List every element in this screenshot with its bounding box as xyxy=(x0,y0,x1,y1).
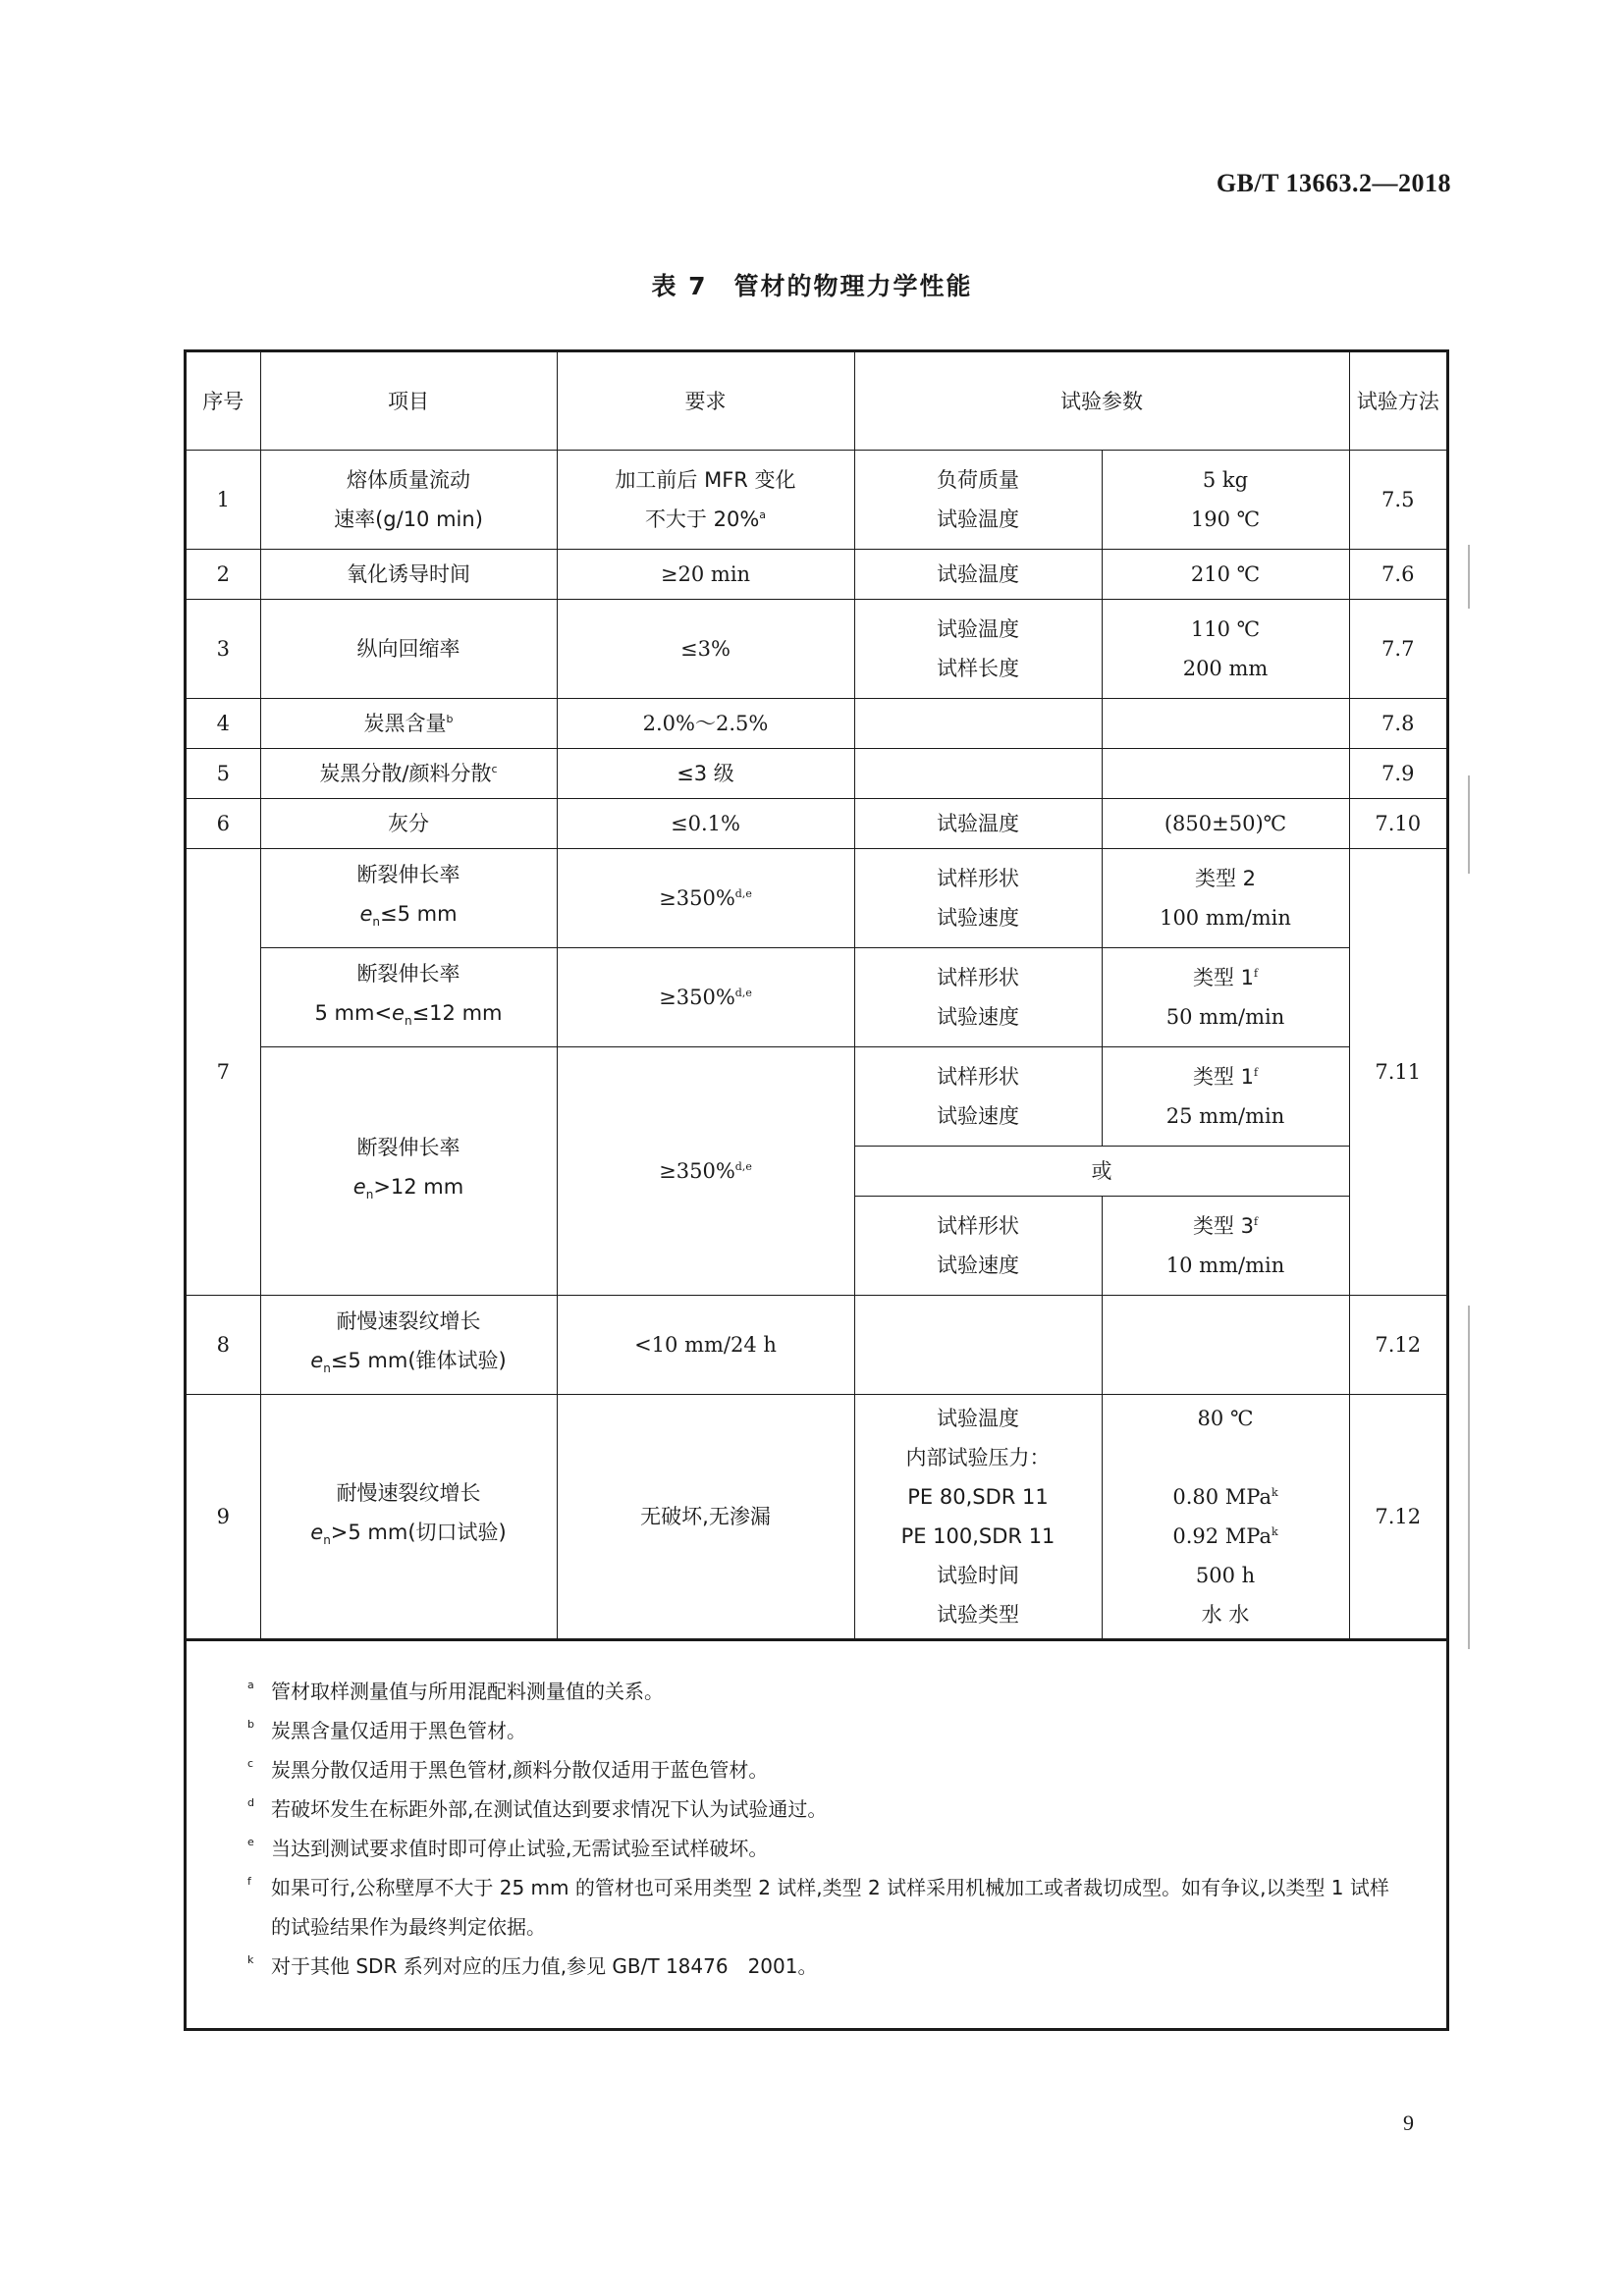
footnote: a 管材取样测量值与所用混配料测量值的关系。 xyxy=(247,1679,664,1703)
margin-mark xyxy=(1468,545,1470,609)
item-cell: 炭黑含量$^b$ xyxy=(260,699,557,749)
method-cell: 7.12 xyxy=(1349,1296,1446,1395)
requirement-cell: ≤3 级 xyxy=(557,749,854,799)
table-row xyxy=(187,1047,1446,1147)
param-name-cell: 试样形状 试验速度 xyxy=(854,1197,1102,1296)
method-cell: 7.10 xyxy=(1349,799,1446,849)
table-footnotes xyxy=(247,1672,1406,1986)
table-row xyxy=(187,699,1446,749)
table-row xyxy=(187,451,1446,550)
col-header-no: 序号 xyxy=(187,352,260,451)
item-cell: 炭黑分散/颜料分散$^c$ xyxy=(260,749,557,799)
item-cell: 氧化诱导时间 xyxy=(260,550,557,600)
requirement-cell: ≥350%$^{d,e}$ xyxy=(557,849,854,948)
param-value-cell: 80 ℃ 0.80 MPa$^k$ 0.92 MPa$^k$ 500 h 水 水 xyxy=(1102,1395,1349,1640)
param-name-cell: 试样形状 试验速度 xyxy=(854,849,1102,948)
param-name-cell: 试验温度 xyxy=(854,799,1102,849)
requirement-cell: ≥350%$^{d,e}$ xyxy=(557,1047,854,1296)
row-no: 2 xyxy=(187,550,260,600)
footnote: c 炭黑分散仅适用于黑色管材,颜料分散仅适用于蓝色管材。 xyxy=(247,1757,769,1782)
param-value-cell: 210 ℃ xyxy=(1102,550,1349,600)
row-no: 7 xyxy=(187,849,260,1296)
param-name-cell: 试样形状 试验速度 xyxy=(854,948,1102,1047)
param-value-cell: 类型 1$^f$ 25 mm/min xyxy=(1102,1047,1349,1147)
method-cell: 7.9 xyxy=(1349,749,1446,799)
param-value-cell: 类型 2 100 mm/min xyxy=(1102,849,1349,948)
table-row xyxy=(187,749,1446,799)
requirement-cell: <10 mm/24 h xyxy=(557,1296,854,1395)
param-name-cell: 试样形状 试验速度 xyxy=(854,1047,1102,1147)
footnote: e 当达到测试要求值时即可停止试验,无需试验至试样破坏。 xyxy=(247,1836,769,1860)
method-cell: 7.8 xyxy=(1349,699,1446,749)
page-number: 9 xyxy=(1403,2110,1414,2135)
item-cell: 断裂伸长率 $e_n>12$ mm xyxy=(260,1047,557,1296)
standard-code: GB/T 13663.2—2018 xyxy=(1216,169,1451,197)
table-row xyxy=(187,1395,1446,1640)
row-no: 8 xyxy=(187,1296,260,1395)
requirement-cell: ≤0.1% xyxy=(557,799,854,849)
or-cell: 或 xyxy=(854,1147,1349,1197)
row-no: 1 xyxy=(187,451,260,550)
param-value-cell: 5 kg 190 ℃ xyxy=(1102,451,1349,550)
requirement-cell: ≥350%$^{d,e}$ xyxy=(557,948,854,1047)
table-row xyxy=(187,1296,1446,1395)
row-no: 4 xyxy=(187,699,260,749)
method-cell: 7.6 xyxy=(1349,550,1446,600)
margin-mark xyxy=(1468,775,1470,874)
param-name-cell: 试验温度 试样长度 xyxy=(854,600,1102,699)
param-value-cell: 类型 1$^f$ 50 mm/min xyxy=(1102,948,1349,1047)
table-header-row xyxy=(187,352,1446,451)
spec-table-frame xyxy=(184,349,1449,2031)
param-name-cell: 试验温度 xyxy=(854,550,1102,600)
table-row xyxy=(187,849,1446,948)
row-no: 9 xyxy=(187,1395,260,1640)
col-header-params: 试验参数 xyxy=(854,352,1349,451)
spec-table xyxy=(187,352,1446,1641)
item-cell: 熔体质量流动 速率(g/10 min) xyxy=(260,451,557,550)
requirement-cell: 无破坏,无渗漏 xyxy=(557,1395,854,1640)
param-name-cell xyxy=(854,749,1102,799)
item-cell: 断裂伸长率 5 $mm<e_n\le 12$ mm xyxy=(260,948,557,1047)
param-value-cell: 类型 3$^f$ 10 mm/min xyxy=(1102,1197,1349,1296)
table-row xyxy=(187,799,1446,849)
item-cell: 耐慢速裂纹增长 $e_n>5$ mm(切口试验) xyxy=(260,1395,557,1640)
row-no: 3 xyxy=(187,600,260,699)
item-cell: 断裂伸长率 $e_n\le 5$ mm xyxy=(260,849,557,948)
footnote: d 若破坏发生在标距外部,在测试值达到要求情况下认为试验通过。 xyxy=(247,1796,828,1821)
param-value-cell: (850±50)℃ xyxy=(1102,799,1349,849)
col-header-method: 试验方法 xyxy=(1349,352,1446,451)
row-no: 6 xyxy=(187,799,260,849)
col-header-requirement: 要求 xyxy=(557,352,854,451)
table-row xyxy=(187,600,1446,699)
method-cell: 7.12 xyxy=(1349,1395,1446,1640)
requirement-cell: ≥20 min xyxy=(557,550,854,600)
item-cell: 灰分 xyxy=(260,799,557,849)
param-value-cell xyxy=(1102,699,1349,749)
footnote: k 对于其他 SDR 系列对应的压力值,参见 GB/T 18476 2001。 xyxy=(247,1953,818,1978)
row-no: 5 xyxy=(187,749,260,799)
col-header-item: 项目 xyxy=(260,352,557,451)
footnote: b 炭黑含量仅适用于黑色管材。 xyxy=(247,1718,526,1742)
param-value-cell: 110 ℃ 200 mm xyxy=(1102,600,1349,699)
method-cell: 7.5 xyxy=(1349,451,1446,550)
param-name-cell xyxy=(854,1296,1102,1395)
param-value-cell xyxy=(1102,1296,1349,1395)
table-row xyxy=(187,550,1446,600)
requirement-cell: ≤3% xyxy=(557,600,854,699)
item-cell: 纵向回缩率 xyxy=(260,600,557,699)
param-name-cell: 试验温度 内部试验压力： PE 80,SDR 11 PE 100,SDR 11 试验时间 试验类型 xyxy=(854,1395,1102,1640)
param-value-cell xyxy=(1102,749,1349,799)
method-cell: 7.11 xyxy=(1349,849,1446,1296)
footnote: f 如果可行,公称壁厚不大于 25 mm 的管材也可采用类型 2 试样,类型 2 试样采用机械加工或者裁切成型。如有争议,以类型 1 试样的试验结果作为最终判定依据。 xyxy=(247,1875,1389,1939)
method-cell: 7.7 xyxy=(1349,600,1446,699)
table-row xyxy=(187,948,1446,1047)
requirement-cell: 2.0%～2.5% xyxy=(557,699,854,749)
margin-mark xyxy=(1468,1306,1470,1649)
param-name-cell: 负荷质量 试验温度 xyxy=(854,451,1102,550)
requirement-cell: 加工前后 MFR 变化 不大于 20%$^a$ xyxy=(557,451,854,550)
param-name-cell xyxy=(854,699,1102,749)
item-cell: 耐慢速裂纹增长 $e_n\le 5$ mm(锥体试验) xyxy=(260,1296,557,1395)
table-title: 表 7 管材的物理力学性能 xyxy=(651,272,973,300)
